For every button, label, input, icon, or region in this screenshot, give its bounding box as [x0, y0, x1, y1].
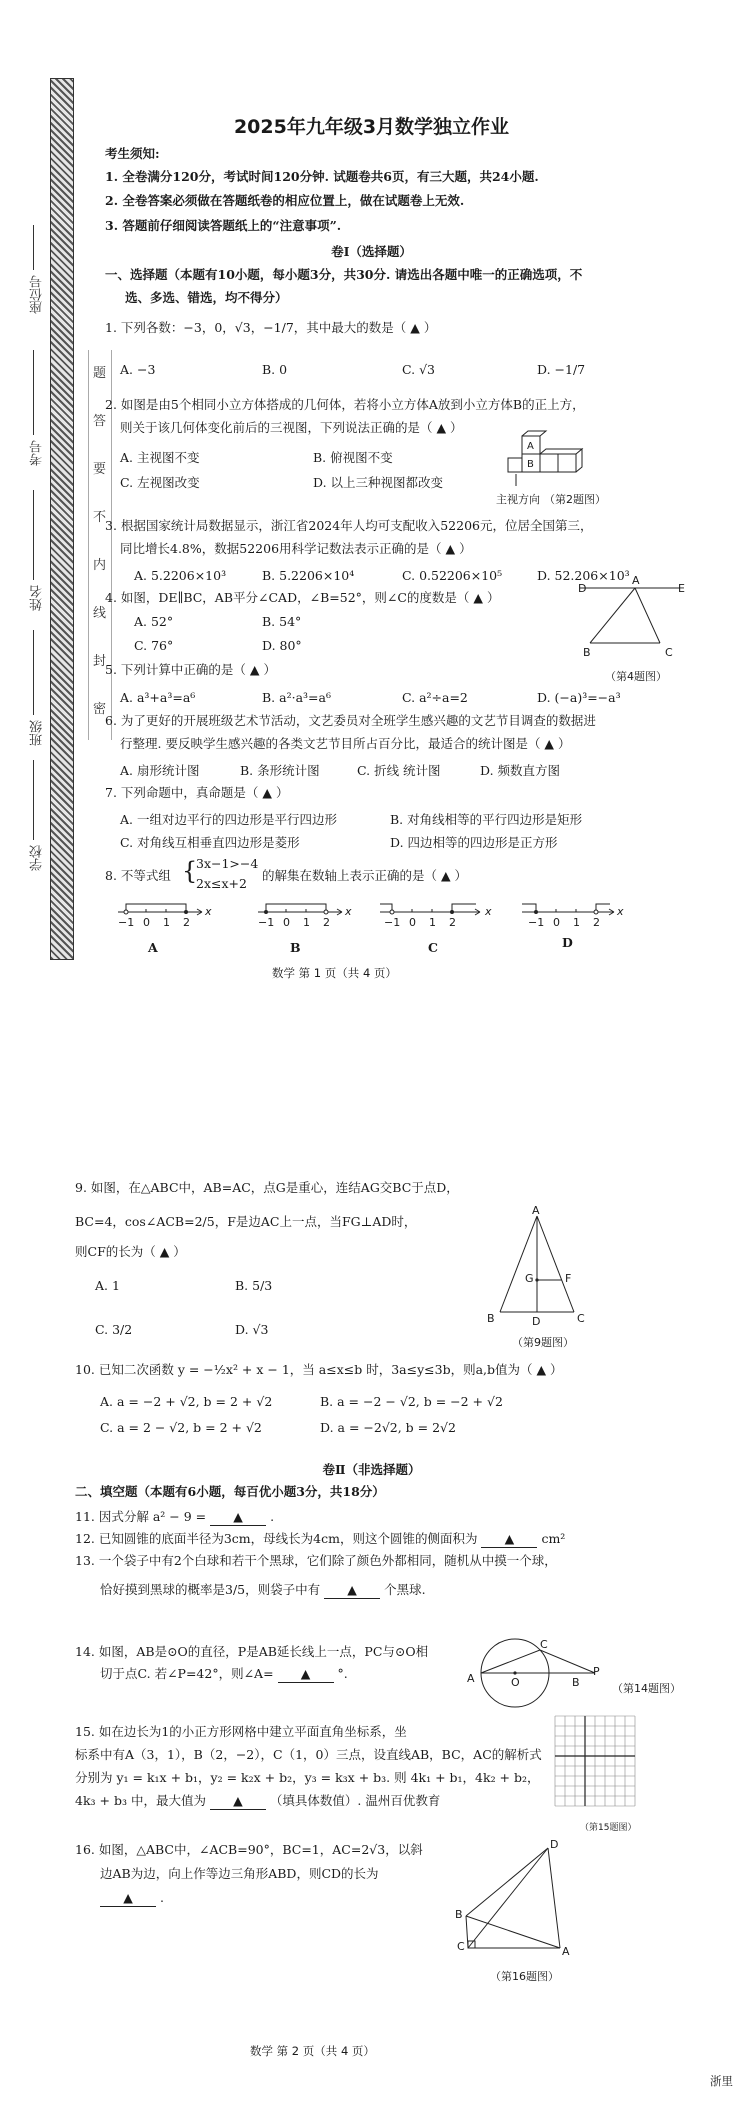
q6-stem-cont: 行整理. 要反映学生感兴趣的各类文艺节目所占百分比，最适合的统计图是（ ▲ ）	[120, 736, 571, 751]
binding-strip	[50, 78, 74, 960]
notice-heading: 考生须知:	[105, 146, 160, 161]
q5-option-c: C. a²÷a=2	[402, 690, 468, 705]
q8-tick: −1	[258, 916, 275, 929]
q9-label-a: A	[532, 1204, 540, 1217]
q7-stem: 7. 下列命题中，真命题是（ ▲ ）	[105, 785, 289, 800]
q2-stem-cont: 则关于该几何体变化前后的三视图，下列说法正确的是（ ▲ ）	[120, 420, 463, 435]
q16-label-b: B	[455, 1908, 463, 1921]
q8-tick: 1	[429, 916, 436, 929]
seal-char: 题	[93, 366, 107, 381]
q14-label-a: A	[467, 1672, 475, 1685]
q6-option-c: C. 折线 统计图	[357, 763, 441, 778]
q4-option-b: B. 54°	[262, 614, 302, 629]
q9-fig-caption: （第9题图）	[512, 1336, 574, 1349]
q14	[100, 1666, 348, 1683]
q16	[100, 1890, 164, 1907]
q16-label-c: C	[457, 1940, 465, 1953]
q8-tick: 0	[143, 916, 150, 929]
q4-triangle-figure	[580, 583, 690, 663]
q9-option-c: C. 3/2	[95, 1322, 133, 1337]
q14-label-p: P	[593, 1665, 600, 1678]
section-1-intro: 一、选择题（本题有10小题，每小题3分，共30分. 请选出各题中唯一的正确选项，不	[105, 267, 583, 282]
q15-fig-caption: （第15题图）	[580, 1823, 637, 1833]
page-1-footer: 数学 第 1 页（共 4 页）	[272, 966, 397, 980]
q14-label-b: B	[572, 1676, 580, 1689]
q2-direction-label: 主视方向	[496, 493, 540, 506]
page-title: 2025年九年级3月数学独立作业	[233, 116, 510, 138]
q15-tail: （填具体数值）. 温州百优教育	[269, 1793, 441, 1808]
q6-option-b: B. 条形统计图	[240, 763, 320, 778]
q14-tail: °.	[337, 1666, 348, 1681]
q3-option-a: A. 5.2206×10³	[134, 568, 227, 583]
q9-stem-cont-2: 则CF的长为（ ▲ ）	[75, 1244, 186, 1259]
q7-option-d: D. 四边相等的四边形是正方形	[390, 835, 558, 850]
q12-tail: cm²	[541, 1531, 566, 1546]
q7-option-c: C. 对角线互相垂直四边形是菱形	[120, 835, 300, 850]
q8-suffix: 的解集在数轴上表示正确的是（ ▲ ）	[262, 868, 468, 883]
q6-option-a: A. 扇形统计图	[120, 763, 200, 778]
q8-brace: {	[182, 857, 198, 885]
q10-stem: 10. 已知二次函数 y = −½x² + x − 1，当 a≤x≤b 时，3a≤y≤3b，则a,b值为（ ▲ ）	[75, 1362, 563, 1377]
q2-option-c: C. 左视图改变	[120, 475, 200, 490]
q15-grid-figure	[555, 1716, 635, 1816]
q15-line-2: 标系中有A（3，1），B（2，−2），C（1，0）三点，设直线AB，BC，AC的解析式	[75, 1747, 542, 1762]
q16-label-a: A	[562, 1945, 570, 1958]
q1-option-a: A. −3	[120, 362, 156, 377]
q15-answer-blank[interactable]: ▲	[210, 1793, 266, 1810]
q16-label-d: D	[550, 1838, 559, 1851]
q13-tail: 个黑球.	[384, 1582, 426, 1597]
q8-axis-label: x	[617, 905, 624, 918]
q4-stem: 4. 如图，DE∥BC，AB平分∠CAD，∠B=52°，则∠C的度数是（ ▲ ）	[105, 590, 500, 605]
q9-label-g: G	[525, 1272, 534, 1285]
q8-tick: −1	[528, 916, 545, 929]
q5-option-d: D. (−a)³=−a³	[537, 690, 621, 705]
q2-option-a: A. 主视图不变	[120, 450, 200, 465]
q8-option-a-letter: A	[148, 940, 158, 955]
q3-option-c: C. 0.52206×10⁵	[402, 568, 503, 583]
q15	[75, 1793, 440, 1810]
q1-option-d: D. −1/7	[537, 362, 586, 377]
q9-label-f: F	[565, 1272, 572, 1285]
corner-watermark: 浙里	[710, 2074, 733, 2088]
q4-option-a: A. 52°	[134, 614, 174, 629]
q1-stem: 1. 下列各数：−3，0，√3，−1/7，其中最大的数是（ ▲ ）	[105, 320, 437, 335]
q16-fig-caption: （第16题图）	[490, 1970, 559, 1983]
q9-label-c: C	[577, 1312, 585, 1325]
q8-tick: −1	[118, 916, 135, 929]
exam-page-1	[0, 0, 743, 1010]
section-1-intro-cont: 选、多选、错选，均不得分）	[125, 290, 288, 305]
q3-option-b: B. 5.2206×10⁴	[262, 568, 355, 583]
q13	[100, 1582, 426, 1599]
q8-ineq-2: 2x≤x+2	[196, 876, 247, 891]
q8-option-d-letter: D	[562, 935, 573, 950]
q6-option-d: D. 频数直方图	[480, 763, 561, 778]
q8-tick: 2	[593, 916, 600, 929]
q2-fig-caption: （第2题图）	[544, 493, 606, 506]
q16-tail: .	[159, 1890, 164, 1905]
q4-label-e: E	[678, 582, 685, 595]
q13-text: 恰好摸到黑球的概率是3/5，则袋子中有	[100, 1582, 321, 1597]
q4-label-d: D	[578, 582, 587, 595]
q14-text: 切于点C. 若∠P=42°，则∠A=	[100, 1666, 274, 1681]
q9-option-d: D. √3	[235, 1322, 269, 1337]
q8-tick: 1	[573, 916, 580, 929]
q8-tick: 0	[283, 916, 290, 929]
q8-tick: 1	[303, 916, 310, 929]
q8-axis-label: x	[205, 905, 212, 918]
seal-char: 内	[93, 558, 107, 573]
class-line	[33, 630, 34, 715]
page-2-footer: 数学 第 2 页（共 4 页）	[250, 2044, 375, 2058]
q11-tail: .	[270, 1509, 275, 1524]
q13-line-1: 13. 一个袋子中有2个白球和若干个黑球，它们除了颜色外都相同，随机从中摸一个球，	[75, 1553, 557, 1568]
q3-option-d: D. 52.206×10³	[537, 568, 630, 583]
q4-label-a: A	[632, 574, 640, 587]
section-1-title: 卷Ⅰ（选择题）	[331, 244, 412, 259]
q14-label-c: C	[540, 1638, 548, 1651]
q14-fig-caption: （第14题图）	[612, 1682, 681, 1695]
q2-stem: 2. 如图是由5个相同小立方体搭成的几何体，若将小立方体A放到小立方体B的正上方，	[105, 397, 585, 412]
q16-line-1: 16. 如图，△ABC中，∠ACB=90°，BC=1，AC=2√3，以斜	[75, 1842, 423, 1857]
q9-label-b: B	[487, 1312, 495, 1325]
q2-cube-b-label: B	[527, 459, 534, 470]
q9-stem-cont: BC=4，cos∠ACB=2/5，F是边AC上一点，当FG⊥AD时，	[75, 1214, 417, 1229]
seat-label: 座位号	[30, 275, 45, 314]
q3-stem: 3. 根据国家统计局数据显示，浙江省2024年人均可支配收入52206元，位居全国第三，	[105, 518, 593, 533]
notice-3: 3. 答题前仔细阅读答题纸上的“注意事项”.	[105, 218, 342, 233]
q4-option-d: D. 80°	[262, 638, 302, 653]
q8-axis-label: x	[485, 905, 492, 918]
q11-text: 11. 因式分解 a² − 9 =	[75, 1509, 207, 1524]
seal-char: 线	[93, 606, 107, 621]
section-2-intro: 二、填空题（本题有6小题，每百优小题3分，共18分）	[75, 1484, 385, 1499]
q16-answer-blank[interactable]: ▲	[100, 1890, 156, 1907]
q8-tick: −1	[384, 916, 401, 929]
q5-option-a: A. a³+a³=a⁶	[120, 690, 196, 705]
q8-tick: 0	[409, 916, 416, 929]
q12-answer-blank[interactable]: ▲	[481, 1531, 537, 1548]
q10-option-c: C. a = 2 − √2, b = 2 + √2	[100, 1420, 262, 1435]
q10-option-b: B. a = −2 − √2, b = −2 + √2	[320, 1394, 503, 1409]
class-label: 班级	[30, 720, 45, 746]
q8-tick: 2	[183, 916, 190, 929]
q1-option-c: C. √3	[402, 362, 435, 377]
seal-char: 不	[93, 510, 107, 525]
notice-1: 1. 全卷满分120分，考试时间120分钟. 试题卷共6页，有三大题，共24小题.	[105, 169, 539, 184]
q16-line-2: 边AB为边，向上作等边三角形ABD，则CD的长为	[100, 1866, 379, 1881]
q8-tick: 2	[323, 916, 330, 929]
q14-label-o: O	[511, 1676, 520, 1689]
q2-option-b: B. 俯视图不变	[313, 450, 393, 465]
q4-fig-caption: （第4题图）	[605, 670, 667, 683]
q4-label-c: C	[665, 646, 673, 659]
q14-answer-blank[interactable]: ▲	[278, 1666, 334, 1683]
q4-label-b: B	[583, 646, 591, 659]
q5-option-b: B. a²·a³=a⁶	[262, 690, 331, 705]
exam-page-2	[0, 1010, 743, 2104]
q11-answer-blank[interactable]: ▲	[210, 1509, 266, 1526]
q15-line-1: 15. 如在边长为1的小正方形网格中建立平面直角坐标系，坐	[75, 1724, 407, 1739]
seal-char: 答	[93, 414, 107, 429]
q8-tick: 0	[553, 916, 560, 929]
seal-char: 密	[93, 702, 107, 717]
q15-text: 4k₃ + b₃ 中，最大值为	[75, 1793, 206, 1808]
seal-char: 封	[93, 654, 107, 669]
q14-line-1: 14. 如图，AB是⊙O的直径，P是AB延长线上一点，PC与⊙O相	[75, 1644, 429, 1659]
q1-option-b: B. 0	[262, 362, 288, 377]
q8-option-b-letter: B	[290, 940, 301, 955]
q9-label-d: D	[532, 1315, 541, 1328]
q8-prefix: 8. 不等式组	[105, 868, 171, 883]
q12-text: 12. 已知圆锥的底面半径为3cm，母线长为4cm，则这个圆锥的侧面积为	[75, 1531, 478, 1546]
q8-tick: 2	[449, 916, 456, 929]
school-label: 学校	[30, 845, 45, 871]
q9-triangle-figure	[494, 1212, 584, 1324]
q4-option-c: C. 76°	[134, 638, 174, 653]
q7-option-b: B. 对角线相等的平行四边形是矩形	[390, 812, 583, 827]
exam-no-label: 考号	[30, 440, 45, 466]
q8-axis-label: x	[345, 905, 352, 918]
q16-triangle-figure	[460, 1846, 590, 1956]
q7-option-a: A. 一组对边平行的四边形是平行四边形	[120, 812, 337, 827]
q2-cube-a-label: A	[527, 441, 534, 452]
q3-stem-cont: 同比增长4.8%，数据52206用科学记数法表示正确的是（ ▲ ）	[120, 541, 472, 556]
q9-option-a: A. 1	[95, 1278, 120, 1293]
q13-answer-blank[interactable]: ▲	[324, 1582, 380, 1599]
q8-ineq-1: 3x−1>−4	[196, 856, 259, 871]
q6-stem: 6. 为了更好的开展班级艺术节活动，文艺委员对全班学生感兴趣的文艺节目调查的数据进	[105, 713, 596, 728]
name-line	[33, 490, 34, 580]
name-label: 姓名	[30, 585, 45, 611]
q2-option-d: D. 以上三种视图都改变	[313, 475, 444, 490]
school-line	[33, 760, 34, 840]
q5-stem: 5. 下列计算中正确的是（ ▲ ）	[105, 662, 276, 677]
q11	[75, 1509, 274, 1526]
q2-cubes-figure	[508, 436, 588, 496]
q10-option-d: D. a = −2√2, b = 2√2	[320, 1420, 456, 1435]
exam-no-line	[33, 350, 34, 435]
q12	[75, 1531, 565, 1548]
q8-tick: 1	[163, 916, 170, 929]
notice-2: 2. 全卷答案必须做在答题纸卷的相应位置上，做在试题卷上无效.	[105, 193, 465, 208]
q8-option-c-letter: C	[428, 940, 438, 955]
q10-option-a: A. a = −2 + √2, b = 2 + √2	[100, 1394, 273, 1409]
q14-circle-figure	[470, 1638, 600, 1708]
q9-option-b: B. 5/3	[235, 1278, 273, 1293]
q15-line-3: 分别为 y₁ = k₁x + b₁，y₂ = k₂x + b₂，y₃ = k₃x + b₃. 则 4k₁ + b₁，4k₂ + b₂，	[75, 1770, 540, 1785]
q9-stem: 9. 如图，在△ABC中，AB=AC，点G是重心，连结AG交BC于点D，	[75, 1180, 459, 1195]
seal-char: 要	[93, 462, 107, 477]
section-2-title: 卷Ⅱ（非选择题）	[322, 1462, 421, 1477]
